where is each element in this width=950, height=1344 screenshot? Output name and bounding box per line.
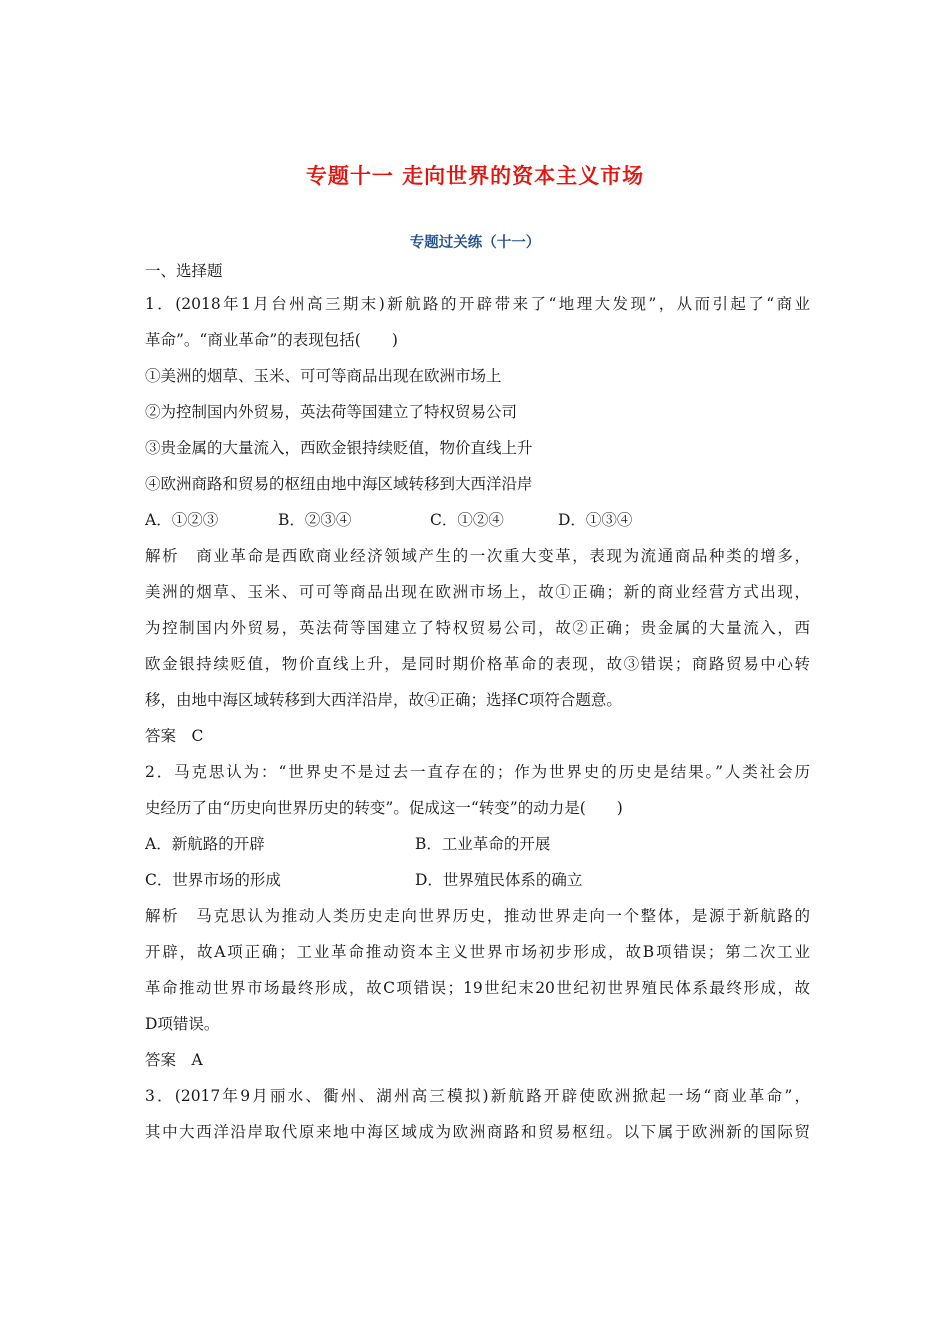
q1-option-b: B．②③④ <box>278 511 352 529</box>
q2-stem-line: 史经历了由“历史向世界历史的转变”。促成这一“转变”的动力是( ) <box>145 799 623 817</box>
q1-item: ②为控制国内外贸易，英法荷等国建立了特权贸易公司 <box>145 403 518 421</box>
q2-option-b: B．工业革命的开展 <box>415 835 551 853</box>
q2-analysis-line: 革命推动世界市场最终形成，故C项错误；19世纪末20世纪初世界殖民体系最终形成，故 <box>145 979 810 997</box>
q2-options-row <box>145 826 810 862</box>
q1-analysis-line: 解析 商业革命是西欧商业经济领域产生的一次重大变革，表现为流通商品种类的增多， <box>145 547 810 565</box>
q2-option-d: D．世界殖民体系的确立 <box>415 871 583 889</box>
page-subtitle: 专题过关练（十一） <box>409 235 541 251</box>
q1-option-c: C．①②④ <box>430 511 504 529</box>
q2-analysis-line: D项错误。 <box>145 1015 220 1033</box>
q1-options <box>145 502 810 538</box>
q1-stem-line: 1．(2018年1月台州高三期末)新航路的开辟带来了“地理大发现”，从而引起了“商业 <box>145 295 810 313</box>
section-heading: 一、选择题 <box>145 262 223 280</box>
q2-option-c: C．世界市场的形成 <box>145 871 281 889</box>
q2-stem-line: 2．马克思认为：“世界史不是过去一直存在的；作为世界史的历史是结果。”人类社会历 <box>145 763 810 781</box>
q1-analysis-line: 为控制国内外贸易，英法荷等国建立了特权贸易公司，故②正确；贵金属的大量流入，西 <box>145 619 810 637</box>
q2-analysis-line: 解析 马克思认为推动人类历史走向世界历史，推动世界走向一个整体，是源于新航路的 <box>145 907 810 925</box>
q3-stem-line: 3．(2017年9月丽水、衢州、湖州高三模拟)新航路开辟使欧洲掀起一场“商业革命”， <box>145 1087 810 1105</box>
q1-item: ③贵金属的大量流入，西欧金银持续贬值，物价直线上升 <box>145 439 533 457</box>
q1-option-d: D．①③④ <box>558 511 633 529</box>
q1-item: ④欧洲商路和贸易的枢纽由地中海区域转移到大西洋沿岸 <box>145 475 533 493</box>
q1-analysis-line: 美洲的烟草、玉米、可可等商品出现在欧洲市场上，故①正确；新的商业经营方式出现， <box>145 583 810 601</box>
q1-answer: 答案 C <box>145 727 204 745</box>
q1-analysis-line: 欧金银持续贬值，物价直线上升，是同时期价格革命的表现，故③错误；商路贸易中心转 <box>145 655 810 673</box>
q2-analysis-line: 开辟，故A项正确；工业革命推动资本主义世界市场初步形成，故B项错误；第二次工业 <box>145 943 810 961</box>
q1-stem-line: 革命”。“商业革命”的表现包括( ) <box>145 331 398 349</box>
q1-option-a: A．①②③ <box>145 511 219 529</box>
q2-option-a: A．新航路的开辟 <box>145 835 265 853</box>
document-body <box>145 256 810 1150</box>
q2-answer: 答案 A <box>145 1051 203 1069</box>
page-title: 专题十一 走向世界的资本主义市场 <box>305 164 645 188</box>
q2-options-row <box>145 862 810 898</box>
q1-analysis-line: 移，由地中海区域转移到大西洋沿岸，故④正确；选择C项符合题意。 <box>145 691 622 709</box>
q3-stem-line: 其中大西洋沿岸取代原来地中海区域成为欧洲商路和贸易枢纽。以下属于欧洲新的国际贸 <box>145 1123 810 1141</box>
q1-item: ①美洲的烟草、玉米、可可等商品出现在欧洲市场上 <box>145 367 502 385</box>
